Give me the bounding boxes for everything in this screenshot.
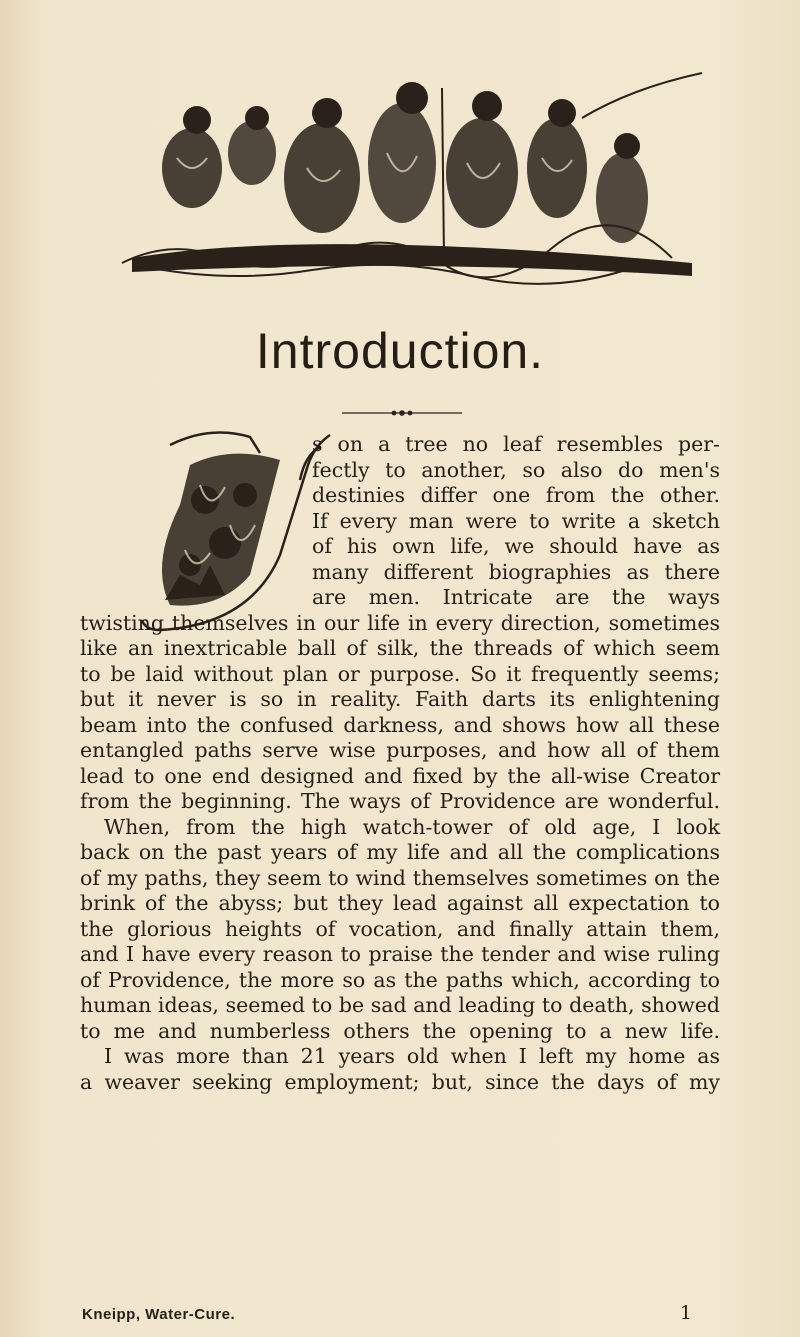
text-line: of Providence, the more so as the paths which, according to bbox=[80, 967, 720, 992]
introduction-text bbox=[80, 432, 720, 1095]
text-line: brink of the abyss; but they lead against all expectation to bbox=[80, 891, 720, 915]
text-line: lead to one end designed and fixed by the all-wise Creator bbox=[80, 763, 720, 788]
text-line: entangled paths serve wise purposes, and how all of them bbox=[80, 738, 720, 762]
page-footer bbox=[82, 1302, 714, 1324]
text-line: back on the past years of my life and all the complications bbox=[80, 840, 720, 864]
text-line: If every man were to write a sketch bbox=[312, 508, 720, 533]
text-line: to me and numberless others the opening to a new life. bbox=[80, 1018, 720, 1043]
ornamental-rule bbox=[342, 410, 462, 416]
text-line: of his own life, we should have as bbox=[312, 534, 720, 558]
text-line: the glorious heights of vocation, and finally attain them, bbox=[80, 916, 720, 941]
text-line: a weaver seeking employment; but, since the days of my bbox=[80, 1069, 720, 1094]
text-line: beam into the confused darkness, and shows how all these bbox=[80, 712, 720, 737]
text-line: but it never is so in reality. Faith darts its enlightening bbox=[80, 687, 720, 711]
text-line: I was more than 21 years old when I left my home as bbox=[104, 1044, 720, 1068]
chapter-title: Introduction. bbox=[255, 323, 545, 379]
text-line: s on a tree no leaf resembles per- bbox=[312, 432, 720, 456]
headpiece-illustration bbox=[112, 58, 712, 298]
text-line: like an inextricable ball of silk, the threads of which seem bbox=[80, 636, 720, 660]
text-line: many different biographies as there bbox=[312, 559, 720, 584]
text-line: human ideas, seemed to be sad and leading to death, showed bbox=[80, 993, 720, 1017]
signature-line: Kneipp, Water-Cure. bbox=[82, 1306, 236, 1323]
text-line: from the beginning. The ways of Providence are wonderful. bbox=[80, 789, 720, 813]
text-line: fectly to another, so also do men's bbox=[312, 457, 720, 482]
text-line: and I have every reason to praise the tender and wise ruling bbox=[80, 942, 720, 966]
text-line: are men. Intricate are the ways bbox=[312, 585, 720, 609]
text-line: When, from the high watch-tower of old age, I look bbox=[104, 814, 720, 839]
text-line: of my paths, they seem to wind themselves sometimes on the bbox=[80, 865, 720, 890]
text-line: to be laid without plan or purpose. So it frequently seems; bbox=[80, 661, 720, 686]
text-line: twisting themselves in our life in every direction, sometimes bbox=[80, 610, 720, 635]
text-line: destinies differ one from the other. bbox=[312, 483, 720, 507]
page-number: 1 bbox=[679, 1302, 692, 1324]
